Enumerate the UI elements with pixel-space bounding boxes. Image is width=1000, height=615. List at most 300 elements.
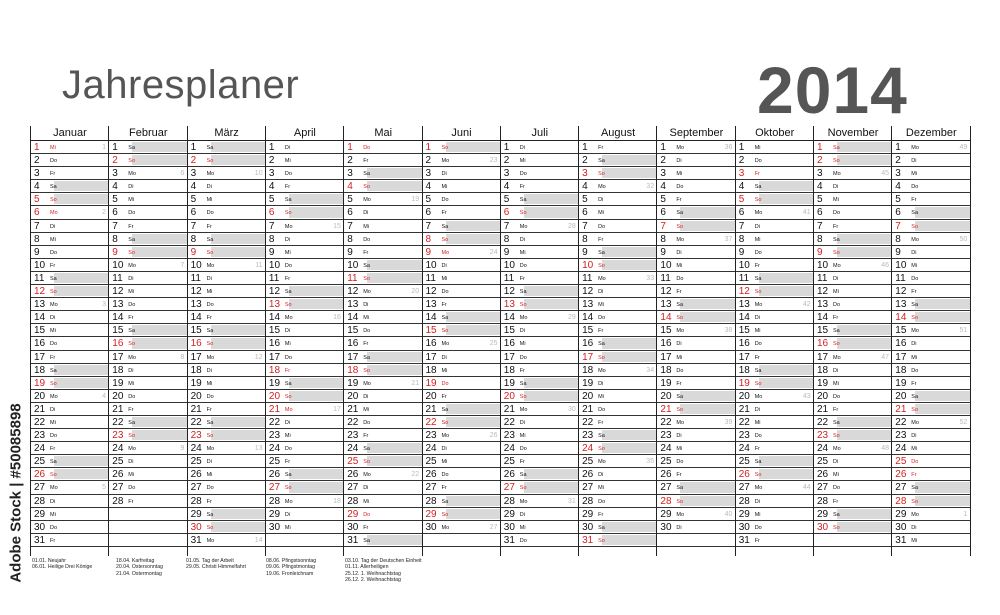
day-cell[interactable] (423, 495, 501, 508)
day-cell[interactable] (31, 390, 109, 403)
day-cell[interactable] (657, 298, 735, 311)
day-cell[interactable] (266, 311, 344, 324)
day-cell[interactable] (814, 167, 892, 180)
day-cell[interactable] (109, 311, 187, 324)
day-cell[interactable] (657, 351, 735, 364)
day-cell[interactable] (344, 403, 422, 416)
day-cell[interactable] (736, 351, 814, 364)
day-cell[interactable] (423, 311, 501, 324)
day-cell[interactable] (501, 246, 579, 259)
day-cell[interactable] (266, 442, 344, 455)
day-cell[interactable] (736, 403, 814, 416)
day-cell[interactable] (501, 167, 579, 180)
day-cell[interactable] (423, 390, 501, 403)
day-cell[interactable] (814, 364, 892, 377)
day-cell[interactable] (109, 481, 187, 494)
day-cell[interactable] (814, 416, 892, 429)
day-cell[interactable] (892, 167, 970, 180)
day-cell[interactable] (814, 337, 892, 350)
day-cell[interactable] (344, 337, 422, 350)
day-cell[interactable] (892, 403, 970, 416)
day-cell[interactable] (501, 521, 579, 534)
day-cell[interactable] (423, 233, 501, 246)
day-cell[interactable] (188, 468, 266, 481)
day-cell[interactable] (892, 298, 970, 311)
day-cell[interactable] (892, 285, 970, 298)
day-cell[interactable] (892, 351, 970, 364)
day-cell[interactable] (814, 233, 892, 246)
day-cell[interactable] (579, 495, 657, 508)
day-cell[interactable] (736, 311, 814, 324)
day-cell[interactable] (266, 180, 344, 193)
day-cell[interactable] (736, 206, 814, 219)
day-cell[interactable] (344, 481, 422, 494)
day-cell[interactable] (736, 364, 814, 377)
day-cell[interactable] (109, 206, 187, 219)
day-cell[interactable] (266, 272, 344, 285)
day-cell[interactable] (579, 167, 657, 180)
day-cell[interactable] (736, 193, 814, 206)
day-cell[interactable] (501, 206, 579, 219)
day-cell[interactable] (579, 337, 657, 350)
day-cell[interactable] (501, 416, 579, 429)
day-cell[interactable] (657, 508, 735, 521)
day-cell[interactable] (31, 455, 109, 468)
day-cell[interactable] (736, 481, 814, 494)
day-cell[interactable] (501, 324, 579, 337)
day-cell[interactable] (579, 324, 657, 337)
day-cell[interactable] (188, 193, 266, 206)
day-cell[interactable] (501, 508, 579, 521)
day-cell[interactable] (31, 259, 109, 272)
day-cell[interactable] (579, 416, 657, 429)
day-cell[interactable] (423, 272, 501, 285)
day-cell[interactable] (188, 495, 266, 508)
day-cell[interactable] (657, 324, 735, 337)
day-cell[interactable] (31, 429, 109, 442)
day-cell[interactable] (31, 246, 109, 259)
day-cell[interactable] (892, 468, 970, 481)
day-cell[interactable] (188, 521, 266, 534)
day-cell[interactable] (266, 167, 344, 180)
day-cell[interactable] (423, 351, 501, 364)
day-cell[interactable] (892, 272, 970, 285)
day-cell[interactable] (579, 193, 657, 206)
day-cell[interactable] (736, 285, 814, 298)
day-cell[interactable] (892, 442, 970, 455)
day-cell[interactable] (892, 154, 970, 167)
day-cell[interactable] (423, 442, 501, 455)
day-cell[interactable] (266, 481, 344, 494)
day-cell[interactable] (344, 180, 422, 193)
day-cell[interactable] (814, 390, 892, 403)
day-cell[interactable] (31, 481, 109, 494)
day-cell[interactable] (423, 364, 501, 377)
day-cell[interactable] (344, 285, 422, 298)
day-cell[interactable] (266, 220, 344, 233)
day-cell[interactable] (266, 324, 344, 337)
day-cell[interactable] (814, 180, 892, 193)
day-cell[interactable] (31, 193, 109, 206)
day-cell[interactable] (188, 298, 266, 311)
day-cell[interactable] (657, 272, 735, 285)
day-cell[interactable] (344, 521, 422, 534)
day-cell[interactable] (266, 521, 344, 534)
day-cell[interactable] (423, 154, 501, 167)
day-cell[interactable] (109, 455, 187, 468)
day-cell[interactable] (266, 206, 344, 219)
day-cell[interactable] (579, 508, 657, 521)
day-cell[interactable] (109, 246, 187, 259)
day-cell[interactable] (266, 508, 344, 521)
day-cell[interactable] (736, 180, 814, 193)
day-cell[interactable] (188, 324, 266, 337)
day-cell[interactable] (736, 442, 814, 455)
day-cell[interactable] (344, 468, 422, 481)
day-cell[interactable] (188, 233, 266, 246)
day-cell[interactable] (579, 298, 657, 311)
day-cell[interactable] (814, 193, 892, 206)
day-cell[interactable] (736, 154, 814, 167)
day-cell[interactable] (188, 272, 266, 285)
day-cell[interactable] (188, 403, 266, 416)
day-cell[interactable] (31, 206, 109, 219)
day-cell[interactable] (814, 429, 892, 442)
day-cell[interactable] (892, 495, 970, 508)
day-cell[interactable] (579, 468, 657, 481)
day-cell[interactable] (188, 377, 266, 390)
day-cell[interactable] (814, 311, 892, 324)
day-cell[interactable] (501, 377, 579, 390)
day-cell[interactable] (188, 364, 266, 377)
day-cell[interactable] (501, 455, 579, 468)
day-cell[interactable] (266, 416, 344, 429)
day-cell[interactable] (501, 233, 579, 246)
day-cell[interactable] (814, 481, 892, 494)
day-cell[interactable] (31, 272, 109, 285)
day-cell[interactable] (579, 390, 657, 403)
day-cell[interactable] (344, 390, 422, 403)
day-cell[interactable] (423, 508, 501, 521)
day-cell[interactable] (892, 246, 970, 259)
day-cell[interactable] (344, 416, 422, 429)
day-cell[interactable] (814, 351, 892, 364)
day-cell[interactable] (188, 311, 266, 324)
day-cell[interactable] (892, 364, 970, 377)
day-cell[interactable] (579, 403, 657, 416)
day-cell[interactable] (109, 377, 187, 390)
day-cell[interactable] (501, 141, 579, 154)
day-cell[interactable] (579, 442, 657, 455)
day-cell[interactable] (188, 154, 266, 167)
day-cell[interactable] (188, 351, 266, 364)
day-cell[interactable] (423, 324, 501, 337)
day-cell[interactable] (31, 154, 109, 167)
day-cell[interactable] (344, 193, 422, 206)
day-cell[interactable] (188, 481, 266, 494)
day-cell[interactable] (31, 377, 109, 390)
day-cell[interactable] (31, 220, 109, 233)
day-cell[interactable] (501, 285, 579, 298)
day-cell[interactable] (579, 364, 657, 377)
day-cell[interactable] (423, 337, 501, 350)
day-cell[interactable] (814, 377, 892, 390)
day-cell[interactable] (579, 206, 657, 219)
day-cell[interactable] (31, 495, 109, 508)
day-cell[interactable] (736, 468, 814, 481)
day-cell[interactable] (892, 259, 970, 272)
day-cell[interactable] (501, 311, 579, 324)
day-cell[interactable] (892, 521, 970, 534)
day-cell[interactable] (814, 455, 892, 468)
day-cell[interactable] (579, 311, 657, 324)
day-cell[interactable] (344, 233, 422, 246)
day-cell[interactable] (657, 167, 735, 180)
day-cell[interactable] (736, 298, 814, 311)
day-cell[interactable] (266, 468, 344, 481)
day-cell[interactable] (344, 495, 422, 508)
day-cell[interactable] (892, 180, 970, 193)
day-cell[interactable] (501, 180, 579, 193)
day-cell[interactable] (188, 534, 266, 547)
day-cell[interactable] (736, 246, 814, 259)
day-cell[interactable] (892, 455, 970, 468)
day-cell[interactable] (501, 495, 579, 508)
day-cell[interactable] (344, 206, 422, 219)
day-cell[interactable] (892, 141, 970, 154)
day-cell[interactable] (736, 495, 814, 508)
day-cell[interactable] (31, 534, 109, 547)
day-cell[interactable] (657, 455, 735, 468)
day-cell[interactable] (579, 285, 657, 298)
day-cell[interactable] (109, 233, 187, 246)
day-cell[interactable] (344, 259, 422, 272)
day-cell[interactable] (892, 193, 970, 206)
day-cell[interactable] (266, 154, 344, 167)
day-cell[interactable] (501, 154, 579, 167)
day-cell[interactable] (344, 429, 422, 442)
day-cell[interactable] (31, 468, 109, 481)
day-cell[interactable] (31, 416, 109, 429)
day-cell[interactable] (736, 167, 814, 180)
day-cell[interactable] (579, 259, 657, 272)
day-cell[interactable] (109, 442, 187, 455)
day-cell[interactable] (423, 246, 501, 259)
day-cell[interactable] (736, 324, 814, 337)
day-cell[interactable] (892, 377, 970, 390)
day-cell[interactable] (501, 468, 579, 481)
day-cell[interactable] (423, 167, 501, 180)
day-cell[interactable] (31, 167, 109, 180)
day-cell[interactable] (814, 285, 892, 298)
day-cell[interactable] (423, 403, 501, 416)
day-cell[interactable] (188, 206, 266, 219)
day-cell[interactable] (423, 180, 501, 193)
day-cell[interactable] (814, 403, 892, 416)
day-cell[interactable] (188, 220, 266, 233)
day-cell[interactable] (344, 508, 422, 521)
day-cell[interactable] (266, 246, 344, 259)
day-cell[interactable] (31, 337, 109, 350)
day-cell[interactable] (344, 534, 422, 547)
day-cell[interactable] (657, 180, 735, 193)
day-cell[interactable] (814, 298, 892, 311)
day-cell[interactable] (266, 364, 344, 377)
day-cell[interactable] (892, 508, 970, 521)
day-cell[interactable] (423, 377, 501, 390)
day-cell[interactable] (501, 429, 579, 442)
day-cell[interactable] (501, 351, 579, 364)
day-cell[interactable] (501, 390, 579, 403)
day-cell[interactable] (109, 167, 187, 180)
day-cell[interactable] (31, 141, 109, 154)
day-cell[interactable] (344, 455, 422, 468)
day-cell[interactable] (109, 180, 187, 193)
day-cell[interactable] (736, 429, 814, 442)
day-cell[interactable] (188, 337, 266, 350)
day-cell[interactable] (188, 259, 266, 272)
day-cell[interactable] (501, 298, 579, 311)
day-cell[interactable] (814, 521, 892, 534)
day-cell[interactable] (657, 337, 735, 350)
day-cell[interactable] (814, 246, 892, 259)
day-cell[interactable] (892, 481, 970, 494)
day-cell[interactable] (188, 167, 266, 180)
day-cell[interactable] (657, 481, 735, 494)
day-cell[interactable] (657, 154, 735, 167)
day-cell[interactable] (344, 442, 422, 455)
day-cell[interactable] (109, 468, 187, 481)
day-cell[interactable] (736, 455, 814, 468)
day-cell[interactable] (814, 495, 892, 508)
day-cell[interactable] (109, 416, 187, 429)
day-cell[interactable] (579, 246, 657, 259)
day-cell[interactable] (109, 351, 187, 364)
day-cell[interactable] (736, 272, 814, 285)
day-cell[interactable] (657, 429, 735, 442)
day-cell[interactable] (188, 285, 266, 298)
day-cell[interactable] (736, 259, 814, 272)
day-cell[interactable] (736, 233, 814, 246)
day-cell[interactable] (344, 311, 422, 324)
day-cell[interactable] (501, 534, 579, 547)
day-cell[interactable] (657, 521, 735, 534)
day-cell[interactable] (109, 285, 187, 298)
day-cell[interactable] (579, 154, 657, 167)
day-cell[interactable] (814, 154, 892, 167)
day-cell[interactable] (344, 246, 422, 259)
day-cell[interactable] (266, 141, 344, 154)
day-cell[interactable] (657, 220, 735, 233)
day-cell[interactable] (423, 206, 501, 219)
day-cell[interactable] (423, 220, 501, 233)
day-cell[interactable] (736, 416, 814, 429)
day-cell[interactable] (109, 272, 187, 285)
day-cell[interactable] (736, 337, 814, 350)
day-cell[interactable] (423, 259, 501, 272)
day-cell[interactable] (657, 390, 735, 403)
day-cell[interactable] (31, 403, 109, 416)
day-cell[interactable] (579, 455, 657, 468)
day-cell[interactable] (501, 481, 579, 494)
day-cell[interactable] (344, 351, 422, 364)
day-cell[interactable] (344, 377, 422, 390)
day-cell[interactable] (344, 364, 422, 377)
day-cell[interactable] (109, 337, 187, 350)
day-cell[interactable] (266, 337, 344, 350)
day-cell[interactable] (579, 481, 657, 494)
day-cell[interactable] (423, 141, 501, 154)
day-cell[interactable] (31, 364, 109, 377)
day-cell[interactable] (579, 180, 657, 193)
day-cell[interactable] (31, 521, 109, 534)
day-cell[interactable] (657, 311, 735, 324)
day-cell[interactable] (188, 455, 266, 468)
day-cell[interactable] (188, 141, 266, 154)
day-cell[interactable] (266, 298, 344, 311)
day-cell[interactable] (501, 259, 579, 272)
day-cell[interactable] (814, 220, 892, 233)
day-cell[interactable] (736, 377, 814, 390)
day-cell[interactable] (736, 141, 814, 154)
day-cell[interactable] (579, 521, 657, 534)
day-cell[interactable] (31, 442, 109, 455)
day-cell[interactable] (423, 481, 501, 494)
day-cell[interactable] (109, 495, 187, 508)
day-cell[interactable] (266, 495, 344, 508)
day-cell[interactable] (423, 193, 501, 206)
day-cell[interactable] (188, 246, 266, 259)
day-cell[interactable] (109, 141, 187, 154)
day-cell[interactable] (31, 298, 109, 311)
day-cell[interactable] (109, 220, 187, 233)
day-cell[interactable] (892, 337, 970, 350)
day-cell[interactable] (501, 193, 579, 206)
day-cell[interactable] (344, 324, 422, 337)
day-cell[interactable] (501, 403, 579, 416)
day-cell[interactable] (892, 233, 970, 246)
day-cell[interactable] (579, 233, 657, 246)
day-cell[interactable] (814, 442, 892, 455)
day-cell[interactable] (31, 180, 109, 193)
day-cell[interactable] (109, 259, 187, 272)
day-cell[interactable] (814, 141, 892, 154)
day-cell[interactable] (109, 364, 187, 377)
day-cell[interactable] (109, 390, 187, 403)
day-cell[interactable] (814, 468, 892, 481)
day-cell[interactable] (892, 534, 970, 547)
day-cell[interactable] (266, 351, 344, 364)
day-cell[interactable] (814, 272, 892, 285)
day-cell[interactable] (892, 206, 970, 219)
day-cell[interactable] (266, 390, 344, 403)
day-cell[interactable] (501, 220, 579, 233)
day-cell[interactable] (266, 403, 344, 416)
day-cell[interactable] (579, 351, 657, 364)
day-cell[interactable] (736, 534, 814, 547)
day-cell[interactable] (579, 220, 657, 233)
day-cell[interactable] (109, 429, 187, 442)
day-cell[interactable] (657, 246, 735, 259)
day-cell[interactable] (736, 521, 814, 534)
day-cell[interactable] (344, 154, 422, 167)
day-cell[interactable] (579, 429, 657, 442)
day-cell[interactable] (579, 534, 657, 547)
day-cell[interactable] (109, 403, 187, 416)
day-cell[interactable] (266, 285, 344, 298)
day-cell[interactable] (344, 272, 422, 285)
day-cell[interactable] (266, 377, 344, 390)
